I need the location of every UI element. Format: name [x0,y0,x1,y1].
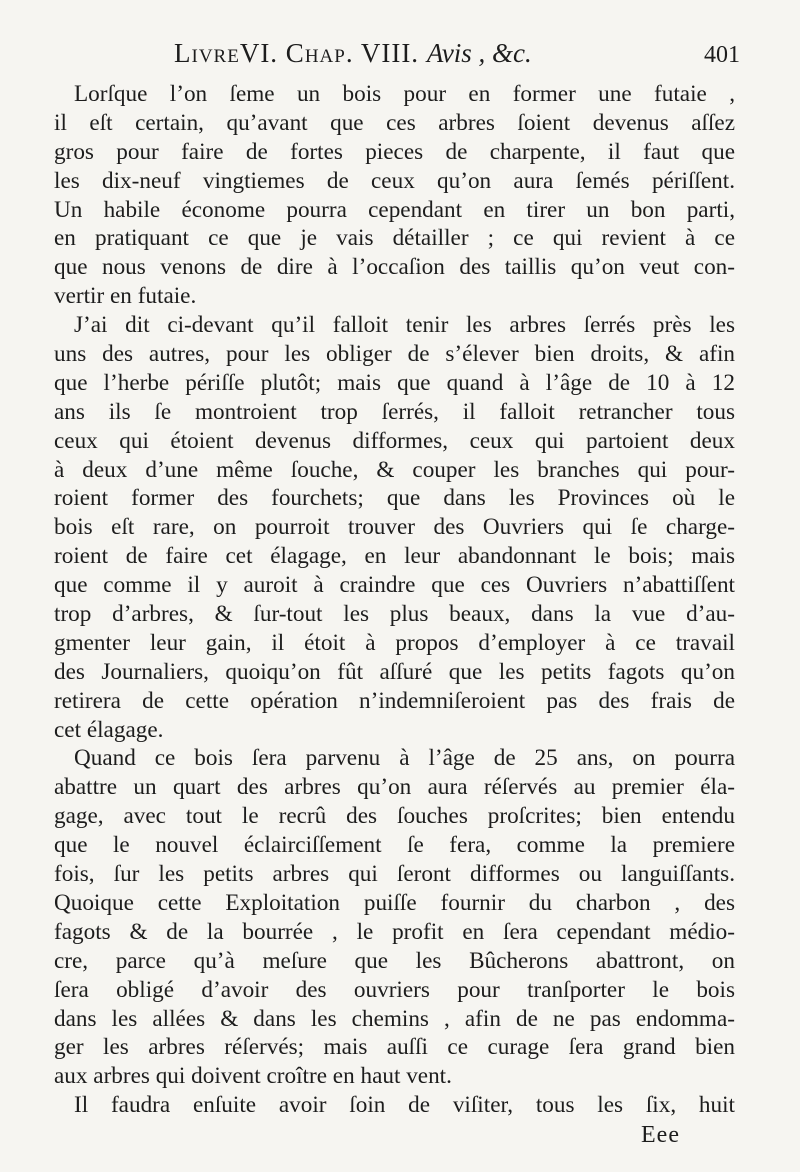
chapter-subtitle: Avis , &c. [426,38,532,68]
text-line: trop d’arbres, & ſur-tout les plus beaux, dans la vue d’au- [54,601,735,628]
text-line: abattre un quart des arbres qu’on aura réſervés au premier éla- [54,774,735,801]
text-line: retirera de cette opération n’indemniſeroient pas des frais de [54,687,735,714]
text-line: Lorſque l’on ſeme un bois pour en former une futaie , [74,81,735,107]
text-line: ans ils ſe montroient trop ſerrés, il falloit retrancher tous [54,398,735,425]
chapter-title: LivreVI. Chap. VIII. [174,38,420,68]
body-text [54,80,735,1120]
text-line: aux arbres qui doivent croître en haut vent. [54,1063,452,1090]
text-line: les dix-neuf vingtiemes de ceux qu’on aura ſemés périſſent. [54,167,735,194]
text-line: roient former des fourchets; que dans les Provinces où le [54,485,735,512]
text-line: ceux qui étoient devenus difformes, ceux qui partoient deux [54,427,735,454]
text-line: gage, avec tout le recrû des ſouches proſcrites; bien entendu [54,803,735,830]
text-line: cet élagage. [54,716,164,743]
text-line: en pratiquant ce que je vais détailler ; ce qui revient à ce [54,225,735,252]
text-line: Il faudra enſuite avoir ſoin de viſiter, tous les ſix, huit [74,1092,735,1119]
running-title [174,38,532,69]
text-line: cre, parce qu’à meſure que les Bûcherons abattront, on [54,947,735,974]
text-line: que nous venons de dire à l’occaſion des taillis qu’on veut con- [54,254,735,281]
text-line: J’ai dit ci-devant qu’il falloit tenir les arbres ſerrés près les [74,312,735,339]
text-line: des Journaliers, quoiqu’on fût aſſuré que les petits fagots qu’on [54,658,735,685]
text-line: fois, ſur les petits arbres qui ſeront difformes ou languiſſants. [54,861,735,888]
text-line: gmenter leur gain, il étoit à propos d’employer à ce travail [54,629,735,656]
text-line: Quoique cette Exploitation puiſſe fournir du charbon , des [54,889,735,916]
text-line: ger les arbres réſervés; mais auſſi ce curage ſera grand bien [54,1034,735,1061]
text-line: gros pour faire de fortes pieces de charpente, il faut que [54,138,735,165]
text-line: vertir en futaie. [54,283,197,310]
text-line: que le nouvel éclairciſſement ſe fera, comme la premiere [54,832,735,859]
text-line: à deux d’une même ſouche, & couper les branches qui pour- [54,456,735,483]
text-line: dans les allées & dans les chemins , afin de ne pas endomma- [54,1005,735,1032]
text-line: Quand ce bois ſera parvenu à l’âge de 25 ans, on pourra [74,745,735,772]
text-line: il eſt certain, qu’avant que ces arbres ſoient devenus aſſez [54,109,735,136]
text-line: que l’herbe périſſe plutôt; mais que quand à l’âge de 10 à 12 [54,369,735,396]
text-line: que comme il y auroit à craindre que ces Ouvriers n’abattiſſent [54,572,735,599]
text-line: fagots & de la bourrée , le profit en ſera cependant médio- [54,918,735,945]
signature-mark: Eee [641,1122,680,1148]
text-line: ſera obligé d’avoir des ouvriers pour tranſporter le bois [54,976,735,1003]
running-head [174,38,740,72]
page-number: 401 [704,42,740,68]
text-line: Un habile économe pourra cependant en tirer un bon parti, [54,196,735,223]
text-line: roient de faire cet élagage, en leur abandonnant le bois; mais [54,543,735,570]
text-line: uns des autres, pour les obliger de s’élever bien droits, & afin [54,341,735,368]
text-line: bois eſt rare, on pourroit trouver des Ouvriers qui ſe charge- [54,514,735,541]
